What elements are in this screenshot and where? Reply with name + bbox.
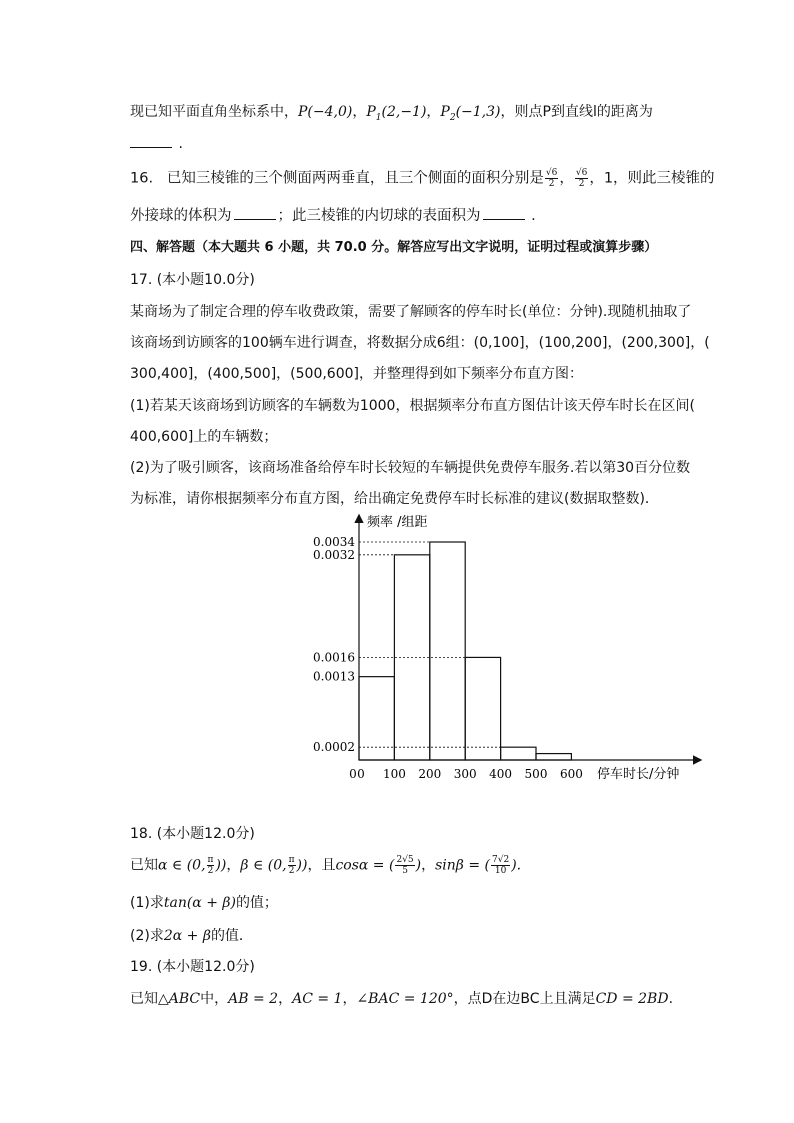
x-axis-label: 停车时长/分钟 bbox=[597, 767, 680, 782]
alpha-range: α ∈ (0, bbox=[158, 857, 206, 874]
question-number: 16. bbox=[130, 170, 154, 187]
answer-blank[interactable] bbox=[483, 207, 525, 220]
y-axis-label: 频率 /组距 bbox=[367, 515, 428, 530]
y-tick-label: 0.0002 bbox=[313, 740, 355, 755]
y-tick-label: 0.0034 bbox=[313, 535, 355, 549]
q15-line-1: 现已知平面直角坐标系中，P(−4,0)，$P_1(2,-1)$，$P_2(-1,3)$，则点P到直线l的距离为 bbox=[130, 104, 653, 123]
q17-sub-1a: (1)若某天该商场到访顾客的车辆数为1000，根据频率分布直方图估计该天停车时长在区间( bbox=[130, 398, 695, 414]
y-tick-label: 0.0032 bbox=[313, 547, 355, 562]
q17-sub-1b: 400,600]上的车辆数； bbox=[130, 429, 278, 445]
fraction: $\frac{√6}{2}$ bbox=[545, 168, 558, 189]
beta-range: β ∈ (0, bbox=[240, 857, 287, 874]
histogram-bar bbox=[430, 542, 465, 760]
q15-text-end: ，则点P到直线l的距离为 bbox=[500, 104, 653, 120]
x-tick-label: 0 bbox=[357, 767, 365, 781]
histogram-bar bbox=[536, 754, 571, 760]
q15-line-2: . bbox=[130, 134, 183, 154]
q19-heading: 19. (本小题12.0分) bbox=[130, 959, 255, 975]
sin-beta: sinβ = ( bbox=[435, 857, 490, 874]
q17-para-1: 某商场为了制定合理的停车收费政策，需要了解顾客的停车时长(单位：分钟).现随机抽取了 bbox=[130, 304, 692, 320]
origin-label: 0 bbox=[349, 767, 357, 781]
answer-blank[interactable] bbox=[234, 207, 276, 220]
q15-text: 现已知平面直角坐标系中， bbox=[130, 104, 298, 120]
q17-para-3: 300,400]，(400,500]，(500,600]，并整理得到如下频率分布直方图： bbox=[130, 366, 583, 382]
x-tick-label: 100 bbox=[382, 767, 406, 781]
x-tick-label: 500 bbox=[524, 767, 548, 781]
q19-line-1: 已知△ABC中，AB = 2，AC = 1，∠BAC = 120°，点D在边BC上且满足CD = 2BD. bbox=[130, 991, 674, 1007]
q17-sub-2a: (2)为了吸引顾客，该商场准备给停车时长较短的车辆提供免费停车服务.若以第30百分位数 bbox=[130, 460, 691, 476]
histogram-bar bbox=[501, 747, 536, 760]
y-tick-label: 0.0013 bbox=[313, 669, 355, 684]
x-tick-label: 300 bbox=[453, 767, 477, 781]
q18-sub-1: (1)求tan(α + β)的值； bbox=[130, 895, 278, 911]
histogram-bar bbox=[465, 657, 500, 760]
answer-blank[interactable] bbox=[130, 135, 172, 148]
section-heading: 四、解答题（本大题共 6 小题，共 70.0 分。解答应写出文字说明，证明过程或演算步骤） bbox=[130, 240, 658, 255]
q18-heading: 18. (本小题12.0分) bbox=[130, 826, 255, 842]
q15-point-p2: $P_2(-1,3)$ bbox=[440, 104, 501, 123]
y-tick-label: 0.0016 bbox=[313, 650, 355, 665]
q16-line-2: 外接球的体积为 ；此三棱锥的内切球的表面积为 . bbox=[130, 208, 536, 224]
q15-point-p1: $P_1(2,-1)$ bbox=[366, 104, 427, 123]
x-tick-label: 400 bbox=[489, 767, 513, 781]
q16-line-1: 16. 已知三棱锥的三个侧面两两垂直，且三个侧面的面积分别是 $\frac{√6}{2}$ ， $\frac{√6}{2}$ ，1，则此三棱锥的 bbox=[130, 168, 715, 189]
fraction: $\frac{√6}{2}$ bbox=[575, 168, 588, 189]
q18-line-1: 已知α ∈ (0, $\frac{\pi}{2}$ ))，β ∈ (0, $\frac{\pi}{2}$ ))，且cosα = ( $\frac{2√5}{5}$ )，sinβ = ( $\frac{7√2}{10}$ ). bbox=[130, 855, 522, 876]
x-tick-label: 600 bbox=[559, 767, 583, 781]
q15-point-p: P(−4,0) bbox=[298, 104, 353, 120]
q17-sub-2b: 为标准，请你根据频率分布直方图，给出确定免费停车时长标准的建议(数据取整数)． bbox=[130, 491, 659, 507]
q17-heading: 17. (本小题10.0分) bbox=[130, 272, 255, 288]
q18-sub-2: (2)求2α + β的值． bbox=[130, 928, 253, 944]
cos-alpha: cosα = ( bbox=[335, 857, 395, 874]
q17-para-2: 该商场到访顾客的100辆车进行调查，将数据分成6组：(0,100]，(100,200]，(200,300]，( bbox=[130, 335, 710, 351]
x-tick-label: 200 bbox=[418, 767, 442, 781]
frequency-histogram bbox=[300, 508, 710, 788]
